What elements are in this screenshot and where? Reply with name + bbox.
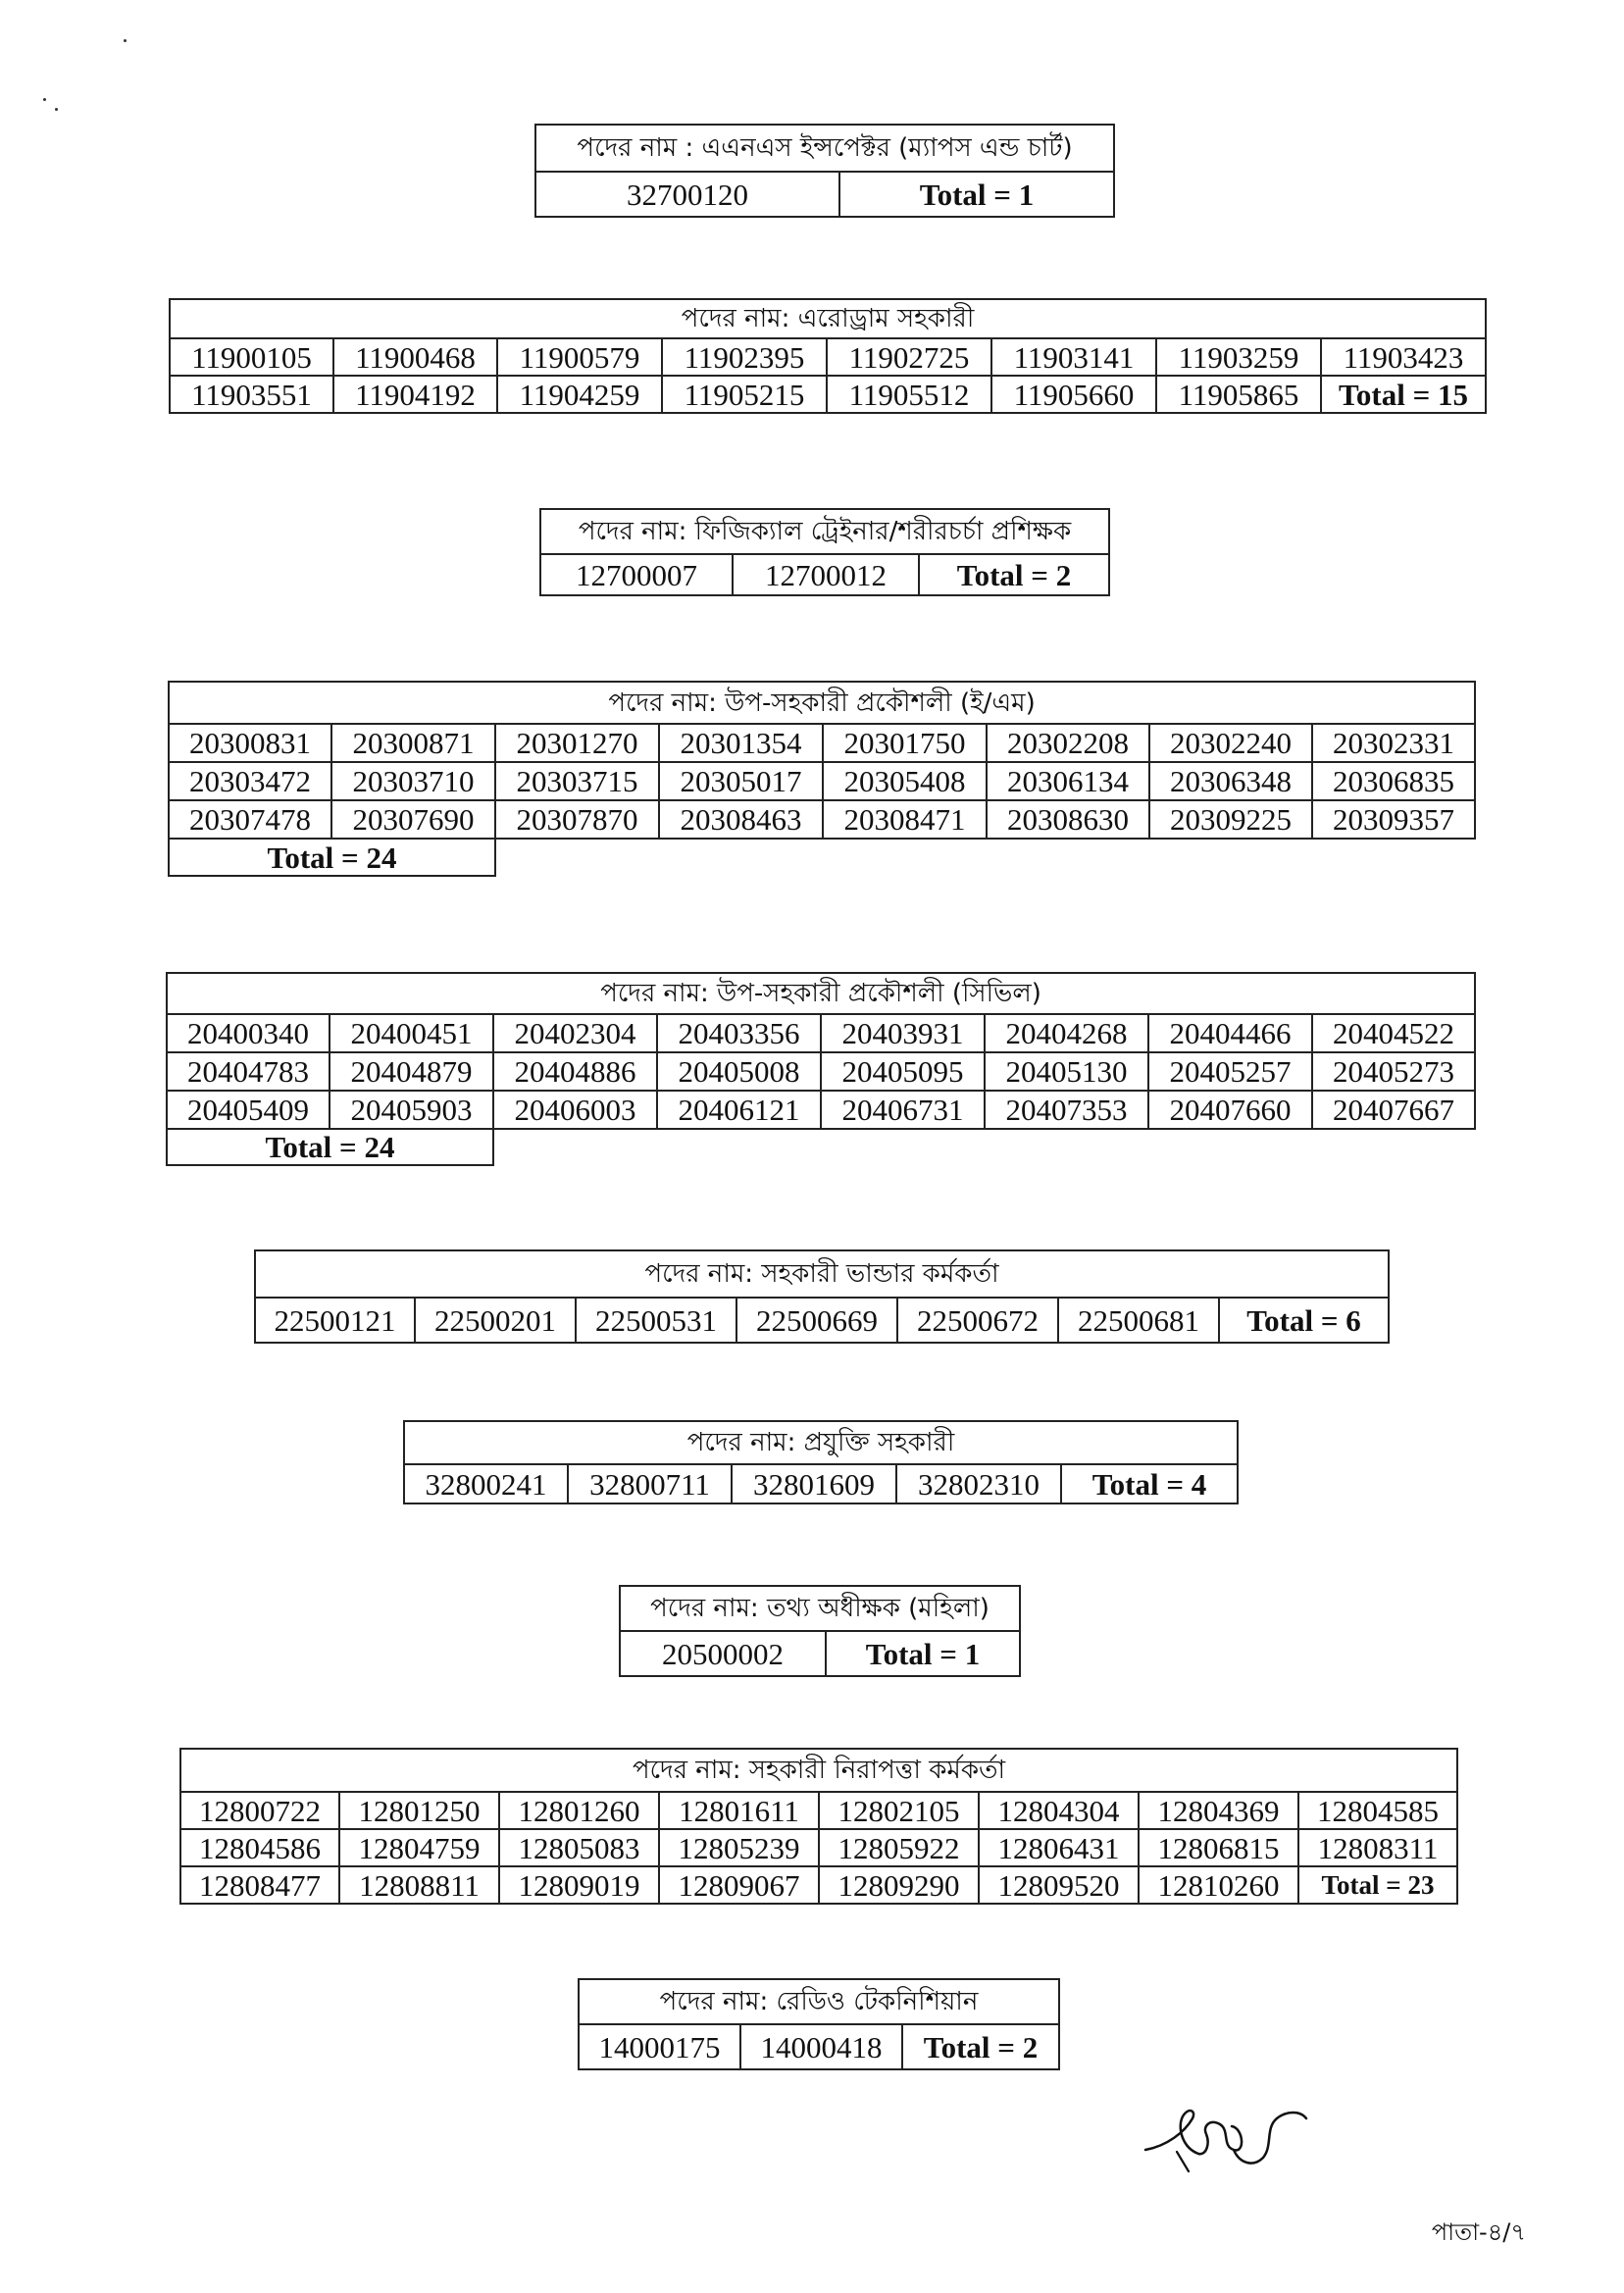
- post-title: পদের নাম: উপ-সহকারী প্রকৌশলী (ই/এম): [169, 682, 1475, 724]
- roll-number-cell: 20308630: [987, 800, 1149, 839]
- roll-number-cell: 12700012: [733, 554, 919, 595]
- roll-number-cell: 11900579: [497, 338, 662, 376]
- roll-number-cell: 12808477: [180, 1866, 339, 1904]
- roll-number-cell: 12805922: [819, 1829, 979, 1866]
- post-table-aerodrome-assistant: [169, 298, 1487, 414]
- roll-number-cell: 12804759: [339, 1829, 499, 1866]
- roll-number-cell: 20405903: [330, 1091, 493, 1129]
- total-cell: Total = 1: [839, 172, 1114, 217]
- roll-number-cell: 11900105: [170, 338, 333, 376]
- roll-number-cell: 12800722: [180, 1792, 339, 1829]
- post-title: পদের নাম: এরোড্রাম সহকারী: [170, 299, 1486, 338]
- signature-icon: [1138, 2089, 1314, 2177]
- roll-number-cell: 20307690: [331, 800, 495, 839]
- roll-number-cell: 11902725: [827, 338, 991, 376]
- roll-number-cell: 20400340: [167, 1014, 330, 1052]
- roll-number-cell: 20307870: [495, 800, 659, 839]
- roll-number-cell: 20406003: [493, 1091, 657, 1129]
- roll-number-cell: 11905660: [991, 376, 1156, 413]
- roll-number-cell: 20302331: [1312, 724, 1475, 762]
- roll-number-cell: 22500121: [255, 1298, 415, 1343]
- roll-number-cell: 11903141: [991, 338, 1156, 376]
- roll-number-cell: 20301750: [823, 724, 987, 762]
- roll-number-cell: 20403931: [821, 1014, 985, 1052]
- total-cell: Total = 2: [902, 2024, 1059, 2069]
- total-cell: Total = 15: [1321, 376, 1486, 413]
- roll-number-cell: 12806431: [979, 1829, 1139, 1866]
- roll-number-cell: 20301270: [495, 724, 659, 762]
- roll-number-cell: 20406121: [657, 1091, 821, 1129]
- roll-number-cell: 11905865: [1156, 376, 1321, 413]
- roll-number-cell: 12700007: [540, 554, 733, 595]
- roll-number-cell: 22500201: [415, 1298, 576, 1343]
- roll-number-cell: 32802310: [896, 1464, 1061, 1503]
- roll-number-cell: 12804585: [1298, 1792, 1457, 1829]
- roll-number-cell: 12806815: [1139, 1829, 1298, 1866]
- scan-speck: [55, 108, 58, 111]
- roll-number-cell: 20404522: [1312, 1014, 1475, 1052]
- post-title: পদের নাম: সহকারী নিরাপত্তা কর্মকর্তা: [180, 1749, 1457, 1792]
- roll-number-cell: 20404783: [167, 1052, 330, 1091]
- roll-number-cell: 20404268: [985, 1014, 1148, 1052]
- roll-number-cell: 20404886: [493, 1052, 657, 1091]
- roll-number-cell: 32801609: [732, 1464, 896, 1503]
- roll-number-cell: 11900468: [333, 338, 497, 376]
- roll-number-cell: 20300831: [169, 724, 331, 762]
- roll-number-cell: 12809290: [819, 1866, 979, 1904]
- roll-number-cell: 20308463: [659, 800, 823, 839]
- roll-number-cell: 22500672: [897, 1298, 1058, 1343]
- roll-number-cell: 20403356: [657, 1014, 821, 1052]
- post-table-physical-trainer: [539, 508, 1110, 596]
- roll-number-cell: 11904192: [333, 376, 497, 413]
- roll-number-cell: 20306835: [1312, 762, 1475, 800]
- post-title: পদের নাম: সহকারী ভান্ডার কর্মকর্তা: [255, 1250, 1389, 1298]
- post-table-sub-assistant-engineer-em: [168, 681, 1476, 877]
- roll-number-cell: 20405130: [985, 1052, 1148, 1091]
- roll-number-cell: 11903551: [170, 376, 333, 413]
- post-table-sub-assistant-engineer-civil: [166, 972, 1476, 1166]
- roll-number-cell: 12804369: [1139, 1792, 1298, 1829]
- total-cell: Total = 23: [1298, 1866, 1457, 1904]
- roll-number-cell: 12801250: [339, 1792, 499, 1829]
- total-cell: Total = 6: [1219, 1298, 1389, 1343]
- roll-number-cell: 32800241: [404, 1464, 568, 1503]
- roll-number-cell: 12810260: [1139, 1866, 1298, 1904]
- roll-number-cell: 20308471: [823, 800, 987, 839]
- roll-number-cell: 20405008: [657, 1052, 821, 1091]
- total-cell: Total = 24: [169, 839, 495, 876]
- roll-number-cell: 20303472: [169, 762, 331, 800]
- roll-number-cell: 12808311: [1298, 1829, 1457, 1866]
- post-title: পদের নাম: প্রযুক্তি সহকারী: [404, 1421, 1238, 1464]
- roll-number-cell: 32700120: [535, 172, 839, 217]
- roll-number-cell: 20306134: [987, 762, 1149, 800]
- roll-number-cell: 20402304: [493, 1014, 657, 1052]
- roll-number-cell: 20309357: [1312, 800, 1475, 839]
- roll-number-cell: 12809019: [499, 1866, 659, 1904]
- roll-number-cell: 20302240: [1149, 724, 1312, 762]
- roll-number-cell: 22500669: [736, 1298, 897, 1343]
- post-table-information-superintendent: [619, 1585, 1021, 1677]
- roll-number-cell: 20305017: [659, 762, 823, 800]
- page-number: পাতা-৪/৭: [1431, 2218, 1526, 2246]
- roll-number-cell: 20500002: [620, 1631, 826, 1676]
- roll-number-cell: 14000418: [740, 2024, 902, 2069]
- roll-number-cell: 20407667: [1312, 1091, 1475, 1129]
- roll-number-cell: 20405257: [1148, 1052, 1312, 1091]
- roll-number-cell: 20301354: [659, 724, 823, 762]
- post-table-radio-technician: [578, 1978, 1060, 2070]
- roll-number-cell: 22500681: [1058, 1298, 1219, 1343]
- post-table-technical-assistant: [403, 1420, 1239, 1504]
- roll-number-cell: 12805239: [659, 1829, 819, 1866]
- roll-number-cell: 22500531: [576, 1298, 736, 1343]
- post-title: পদের নাম: রেডিও টেকনিশিয়ান: [579, 1979, 1059, 2024]
- post-table-assistant-store-officer: [254, 1249, 1390, 1344]
- roll-number-cell: 20404466: [1148, 1014, 1312, 1052]
- roll-number-cell: 20404879: [330, 1052, 493, 1091]
- roll-number-cell: 12804304: [979, 1792, 1139, 1829]
- roll-number-cell: 32800711: [568, 1464, 732, 1503]
- scan-speck: [124, 39, 127, 42]
- roll-number-cell: 12809520: [979, 1866, 1139, 1904]
- roll-number-cell: 11903259: [1156, 338, 1321, 376]
- roll-number-cell: 12802105: [819, 1792, 979, 1829]
- roll-number-cell: 12809067: [659, 1866, 819, 1904]
- roll-number-cell: 20407353: [985, 1091, 1148, 1129]
- total-cell: Total = 1: [826, 1631, 1020, 1676]
- scan-speck: [43, 98, 46, 101]
- roll-number-cell: 20400451: [330, 1014, 493, 1052]
- roll-number-cell: 12801611: [659, 1792, 819, 1829]
- roll-number-cell: 11903423: [1321, 338, 1486, 376]
- roll-number-cell: 20406731: [821, 1091, 985, 1129]
- roll-number-cell: 12805083: [499, 1829, 659, 1866]
- roll-number-cell: 20309225: [1149, 800, 1312, 839]
- roll-number-cell: 14000175: [579, 2024, 740, 2069]
- post-title: পদের নাম: ফিজিক্যাল ট্রেইনার/শরীরচর্চা প্রশিক্ষক: [540, 509, 1109, 554]
- roll-number-cell: 12804586: [180, 1829, 339, 1866]
- roll-number-cell: 20405409: [167, 1091, 330, 1129]
- roll-number-cell: 20302208: [987, 724, 1149, 762]
- total-cell: Total = 24: [167, 1129, 493, 1165]
- roll-number-cell: 20303715: [495, 762, 659, 800]
- roll-number-cell: 12801260: [499, 1792, 659, 1829]
- roll-number-cell: 20303710: [331, 762, 495, 800]
- roll-number-cell: 20300871: [331, 724, 495, 762]
- roll-number-cell: 20307478: [169, 800, 331, 839]
- roll-number-cell: 11905215: [662, 376, 827, 413]
- roll-number-cell: 20405095: [821, 1052, 985, 1091]
- post-title: পদের নাম : এএনএস ইন্সপেক্টর (ম্যাপস এন্ড চার্ট): [535, 125, 1114, 172]
- roll-number-cell: 12808811: [339, 1866, 499, 1904]
- post-table-ans-inspector: [534, 124, 1115, 218]
- total-cell: Total = 4: [1061, 1464, 1238, 1503]
- post-table-assistant-security-officer: [179, 1748, 1458, 1905]
- roll-number-cell: 20405273: [1312, 1052, 1475, 1091]
- roll-number-cell: 20407660: [1148, 1091, 1312, 1129]
- roll-number-cell: 11904259: [497, 376, 662, 413]
- roll-number-cell: 11902395: [662, 338, 827, 376]
- roll-number-cell: 20305408: [823, 762, 987, 800]
- post-title: পদের নাম: তথ্য অধীক্ষক (মহিলা): [620, 1586, 1020, 1631]
- total-cell: Total = 2: [919, 554, 1109, 595]
- roll-number-cell: 20306348: [1149, 762, 1312, 800]
- roll-number-cell: 11905512: [827, 376, 991, 413]
- post-title: পদের নাম: উপ-সহকারী প্রকৌশলী (সিভিল): [167, 973, 1475, 1014]
